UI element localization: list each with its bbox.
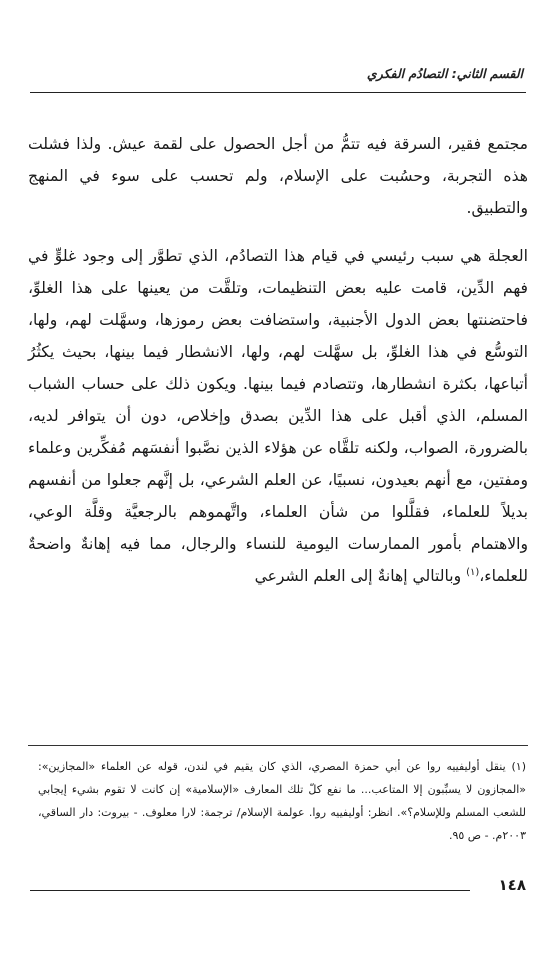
page-number: ١٤٨ xyxy=(498,876,526,894)
running-header: القسم الثاني: التصادُم الفكري xyxy=(366,66,523,81)
footer-rule xyxy=(30,890,470,891)
page-footer xyxy=(30,876,526,898)
paragraph-1: مجتمع فقير، السرقة فيه تتمُّ من أجل الحصول على لقمة عيش. ولذا فشلت هذه التجربة، وحسُبت على الإسلام، ولم تحسب على سوء في المنهج والتطبيق. xyxy=(28,135,528,217)
header-rule xyxy=(30,92,526,93)
footnote-separator xyxy=(28,745,528,746)
paragraph-2-tail: وبالتالي إهانةٌ إلى العلم الشرعي xyxy=(254,567,467,585)
footnote-reference: (١) xyxy=(466,566,480,578)
paragraph-2 xyxy=(28,240,528,592)
paragraph-2-text: العجلة هي سبب رئيسي في قيام هذا التصادُم، الذي تطوَّر إلى وجود غلوٍّ في فهم الدِّين، قامت عليه بعض التنظيمات، وتلقَّت من يعينها على هذا الغلوِّ، فاحتضنتها بعض الدول الأجنبية، واستضافت بعض رموزها، وسهَّلت لهم، ولها، التوسُّع في هذا الغلوِّ، بل سهَّلت لهم، ولها، الانشطار فيما بينها، بحيث يكثُرُ أتباعها، بكثرة انشطارها، وتتصادم فيما بينها. ويكون ذلك على حساب الشباب المسلم، الذي أقبل على هذا الدِّين بصدق وإخلاص، دون أن يتوافر لديه، بالضرورة، الصواب، ولكنه تلقَّاه عن هؤلاء الذين نصَّبوا أنفسَهم مُفكِّرين وعلماء ومفتين، مع أنهم بعيدون، نسبيًا، عن العلم الشرعي، بل إنَّهم جعلوا من أنفسهم بديلاً للعلماء، فقلَّلوا من شأن العلماء، واتَّهموهم بالرجعيَّة وقلَّة الوعي، والاهتمام بأمور الممارسات اليومية للنساء والرجال، مما فيه إهانةٌ واضحةٌ للعلماء، xyxy=(28,247,528,585)
footnote-text: (١) ينقل أوليفييه روا عن أبي حمزة المصري، الذي كان يقيم في لندن، قوله عن العلماء «المجازين»: «المجازون لا يسبِّبون إلا المتاعب... ما نفع كلّ تلك المعارف «الإسلامية» إن كانت لا تقوم بشيء إيجابي للشعب المسلم وللإسلام؟». انظر: أوليفييه روا. عولمة الإسلام/ ترجمة: لارا معلوف. - بيروت: دار الساقي، ٢٠٠٣م. - ص ٩٥. xyxy=(38,760,526,842)
body-text xyxy=(28,128,528,592)
footnote xyxy=(38,755,526,847)
